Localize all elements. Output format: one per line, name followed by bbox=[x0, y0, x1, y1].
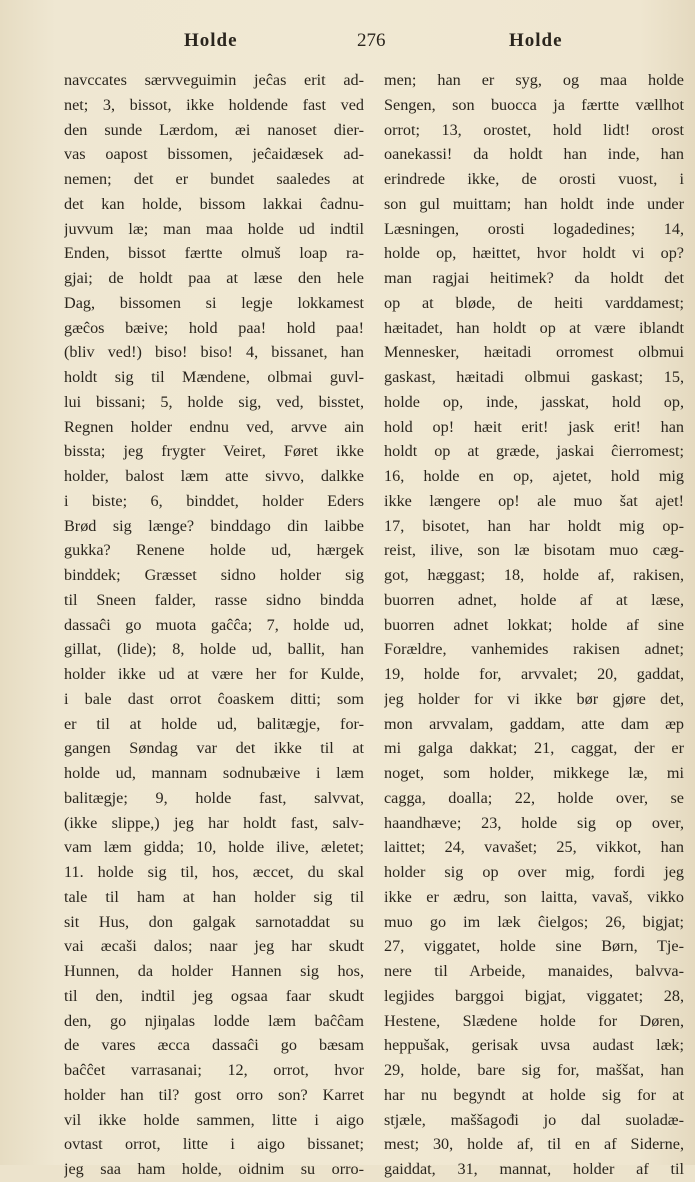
left-column-line: navccates særvveguimin jeĉas erit ad- bbox=[64, 71, 364, 89]
right-column-line: noget, som holder, mikkege læ, mi bbox=[384, 764, 684, 782]
left-column-line: dassaĉi go muota gaĉĉa; 7, holde ud, bbox=[64, 615, 364, 634]
left-column-line: binddek; Græsset sidno holder sig bbox=[64, 566, 364, 584]
right-column-line: erindrede ikke, de orosti vuost, i bbox=[384, 170, 684, 188]
right-column-line: nere til Arbeide, manaides, balvva- bbox=[384, 962, 684, 980]
right-column-line: legjides barggoi bigjat, viggatet; 28, bbox=[384, 986, 684, 1005]
right-column-line: buorren adnet, holde af at læse, bbox=[384, 590, 684, 609]
left-column-line: de vares æcca dassaĉi go bæsam bbox=[64, 1036, 364, 1055]
right-column-line: stjæle, maššagođi jo dal suoladæ- bbox=[384, 1110, 684, 1129]
right-column-line: har nu begyndt at holde sig for at bbox=[384, 1085, 684, 1104]
left-column-line: sit Hus, don galgak sarnotaddat su bbox=[64, 912, 364, 931]
left-column-line: balitægje; 9, holde fast, salvvat, bbox=[64, 788, 364, 807]
right-column-line: holde op, hæittet, hvor holdt vi op? bbox=[384, 244, 684, 263]
right-column-line: got, hæggast; 18, holde af, rakisen, bbox=[384, 566, 684, 584]
right-column-line: jeg holder for vi ikke bør gjøre det, bbox=[384, 689, 684, 708]
left-column-line: gangen Søndag var det ikke til at bbox=[64, 739, 364, 758]
left-column-line: til den, indtil jeg ogsaa faar skudt bbox=[64, 986, 364, 1005]
right-column-line: 16, holde en op, ajetet, hold mig bbox=[384, 467, 684, 485]
header-guideword-right: Holde bbox=[509, 30, 563, 51]
right-column-line: haandhæve; 23, holde sig op over, bbox=[384, 813, 684, 832]
left-text-column bbox=[64, 68, 364, 1182]
left-column-line: lui bissani; 5, holde sig, ved, bisstet, bbox=[64, 392, 364, 411]
left-column-line: er til at holde ud, balitægje, for- bbox=[64, 714, 364, 733]
left-column-line: gukka? Renene holde ud, hærgek bbox=[64, 541, 364, 560]
right-column-line: ikke længere op! ale muo šat ajet! bbox=[384, 491, 684, 510]
left-column-line: (bliv ved!) biso! biso! 4, bissanet, han bbox=[64, 343, 364, 362]
right-column-line: holder sig op over mig, fordi jeg bbox=[384, 863, 684, 881]
left-column-line: Enden, bissot færtte olmuš loap ra- bbox=[64, 244, 364, 263]
left-column-line: til Sneen falder, rasse sidno bindda bbox=[64, 590, 364, 609]
right-column-line: mest; 30, holde af, til en af Siderne, bbox=[384, 1135, 684, 1154]
right-text-column bbox=[384, 68, 684, 1182]
right-column-line: holde op, inde, jasskat, hold op, bbox=[384, 392, 684, 411]
left-column-line: Hunnen, da holder Hannen sig hos, bbox=[64, 962, 364, 980]
right-column-line: Sengen, son buocca ja færtte vællhot bbox=[384, 95, 684, 114]
right-column-line: 29, holde, bare sig for, maššat, han bbox=[384, 1061, 684, 1079]
left-column-line: juvvum læ; man maa holde ud indtil bbox=[64, 219, 364, 238]
left-column-line: gæĉos bæive; hold paa! hold paa! bbox=[64, 318, 364, 337]
right-column-line: Mennesker, hæitadi orromest olbmui bbox=[384, 343, 684, 362]
left-column-line: vam læm gidda; 10, holde ilive, æletet; bbox=[64, 838, 364, 857]
right-column-line: oanekassi! da holdt han inde, han bbox=[384, 145, 684, 164]
right-column-line: man ragjai heitimek? da holdt det bbox=[384, 269, 684, 287]
left-column-line: ovtast orrot, litte i aigo bissanet; bbox=[64, 1135, 364, 1154]
right-column-line: Læsningen, orosti logadedines; 14, bbox=[384, 219, 684, 238]
right-column-line: muo go im læk ĉielgos; 26, bigjat; bbox=[384, 912, 684, 931]
right-column-line: ikke er ædru, son laitta, vavaš, vikko bbox=[384, 887, 684, 906]
right-column-line: holdt op at græde, jaskai ĉierromest; bbox=[384, 442, 684, 461]
right-column-line: mi galga dakkat; 21, caggat, der er bbox=[384, 739, 684, 758]
left-column-line: vil ikke holde sammen, litte i aigo bbox=[64, 1110, 364, 1129]
left-column-line: den sunde Lærdom, æi nanoset dier- bbox=[64, 120, 364, 139]
page-header bbox=[60, 30, 665, 60]
left-column-line: gjai; de holdt paa at læse den hele bbox=[64, 269, 364, 287]
right-column-line: heppušak, gerisak uvsa audast læk; bbox=[384, 1036, 684, 1055]
right-column-line: Hestene, Slædene holde for Døren, bbox=[384, 1011, 684, 1030]
left-column-line: (ikke slippe,) jeg har holdt fast, salv- bbox=[64, 813, 364, 832]
left-column-line: Dag, bissomen si legje lokkamest bbox=[64, 293, 364, 312]
left-column-line: bissta; jeg frygter Veiret, Føret ikke bbox=[64, 442, 364, 461]
left-column-line: holdt sig til Mændene, olbmai guvl- bbox=[64, 368, 364, 386]
right-column-line: reist, ilive, son læ bisotam muo cæg- bbox=[384, 541, 684, 560]
right-column-line: cagga, doalla; 22, holde over, se bbox=[384, 788, 684, 807]
right-column-line: laittet; 24, vavašet; 25, vikkot, han bbox=[384, 838, 684, 857]
right-column-line: orrot; 13, orostet, hold lidt! orost bbox=[384, 120, 684, 139]
left-column-line: holder han til? gost orro son? Karret bbox=[64, 1085, 364, 1104]
right-column-line: men; han er syg, og maa holde bbox=[384, 71, 684, 89]
page-number: 276 bbox=[357, 30, 386, 51]
left-column-line: nemen; det er bundet saaledes at bbox=[64, 170, 364, 188]
right-column-line: hold op! hæit erit! jask erit! han bbox=[384, 417, 684, 436]
left-column-line: holder ikke ud at være her for Kulde, bbox=[64, 665, 364, 683]
left-column-line: holde ud, mannam sodnubæive i læm bbox=[64, 764, 364, 782]
left-column-line: baĉĉet varrasanai; 12, orrot, hvor bbox=[64, 1061, 364, 1079]
left-column-line: vai æcaši dalos; naar jeg har skudt bbox=[64, 937, 364, 956]
header-guideword-left: Holde bbox=[184, 30, 238, 51]
right-column-line: 19, holde for, arvvalet; 20, gaddat, bbox=[384, 665, 684, 683]
left-column-line: vas oapost bissomen, jeĉaidæsek ad- bbox=[64, 145, 364, 164]
right-column-line: buorren adnet lokkat; holde af sine bbox=[384, 615, 684, 634]
left-column-line: net; 3, bissot, ikke holdende fast ved bbox=[64, 95, 364, 114]
right-column-line: gaskast, hæitadi olbmui gaskast; 15, bbox=[384, 368, 684, 386]
right-column-line: Forældre, vanhemides rakisen adnet; bbox=[384, 640, 684, 659]
left-column-line: jeg saa ham holde, oidnim su orro- bbox=[64, 1160, 364, 1178]
right-column-line: gaiddat, 31, mannat, holder af til bbox=[384, 1160, 684, 1178]
left-column-line: den, go njiŋalas lodde læm baĉĉam bbox=[64, 1011, 364, 1030]
left-column-line: det kan holde, bissom lakkai ĉadnu- bbox=[64, 194, 364, 213]
left-column-line: i biste; 6, binddet, holder Eders bbox=[64, 491, 364, 510]
left-column-line: Brød sig længe? binddago din laibbe bbox=[64, 516, 364, 535]
right-column-line: hæitadet, han holdt op at være iblandt bbox=[384, 318, 684, 337]
left-column-line: 11. holde sig til, hos, æccet, du skal bbox=[64, 863, 364, 881]
right-column-line: mon arvvalam, gaddam, atte dam æp bbox=[384, 714, 684, 733]
left-column-line: i bale dast orrot ĉoaskem ditti; som bbox=[64, 689, 364, 708]
right-column-line: op at bløde, de heiti varddamest; bbox=[384, 293, 684, 312]
left-column-line: Regnen holder endnu ved, arvve ain bbox=[64, 417, 364, 436]
left-column-line: holder, balost læm atte sivvo, dalkke bbox=[64, 467, 364, 485]
left-column-line: gillat, (lide); 8, holde ud, ballit, han bbox=[64, 640, 364, 659]
right-column-line: 27, viggatet, holde sine Børn, Tje- bbox=[384, 937, 684, 956]
right-column-line: son gul muittam; han holdt inde under bbox=[384, 194, 684, 213]
left-column-line: tale til ham at han holder sig til bbox=[64, 887, 364, 906]
right-column-line: 17, bisotet, han har holdt mig op- bbox=[384, 516, 684, 535]
